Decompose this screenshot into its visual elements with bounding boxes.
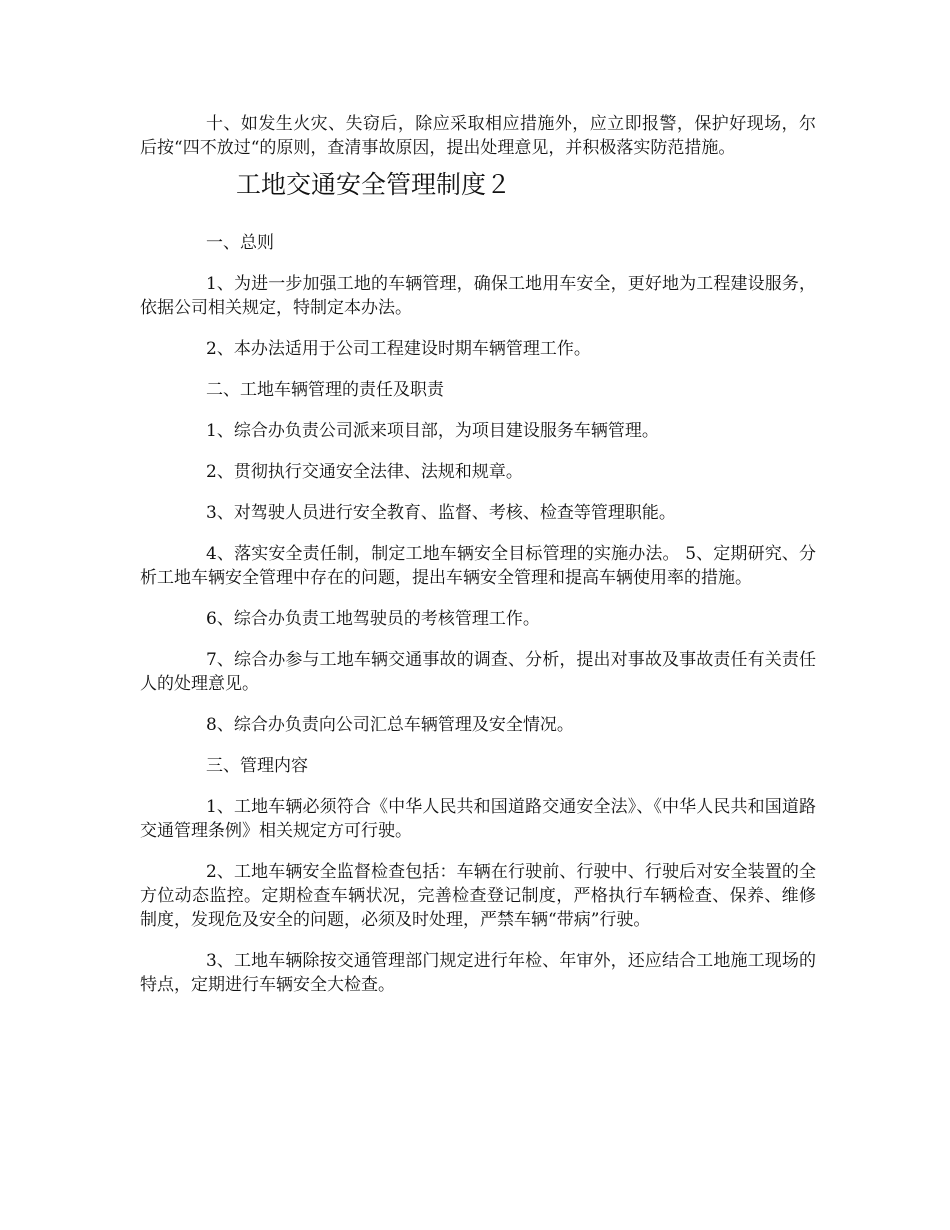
paragraph: 3、工地车辆除按交通管理部门规定进行年检、年审外，还应结合工地施工现场的特点，定期进行车辆安全大检查。 [140, 951, 816, 995]
document-page [140, 112, 816, 1014]
intro-paragraph: 十、如发生火灾、失窃后，除应采取相应措施外，应立即报警，保护好现场，尔后按“四不放过“的原则，查清事故原因，提出处理意见，并积极落实防范措施。 [140, 114, 816, 158]
paragraph: 8、综合办负责向公司汇总车辆管理及安全情况。 [206, 715, 574, 735]
paragraph: 1、综合办负责公司派来项目部，为项目建设服务车辆管理。 [206, 421, 659, 441]
section-heading-general: 一、总则 [206, 233, 274, 253]
paragraph: 2、工地车辆安全监督检查包括：车辆在行驶前、行驶中、行驶后对安全装置的全方位动态监控。定期检查车辆状况，完善检查登记制度，严格执行车辆检查、保养、维修制度，发现危及安全的问题，必须及时处理，严禁车辆“带病”行驶。 [140, 862, 816, 930]
paragraph: 3、对驾驶人员进行安全教育、监督、考核、检查等管理职能。 [206, 503, 676, 523]
paragraph: 1、为进一步加强工地的车辆管理，确保工地用车安全，更好地为工程建设服务，依据公司相关规定，特制定本办法。 [140, 274, 816, 318]
document-title: 工地交通安全管理制度２ [236, 170, 512, 199]
paragraph: 2、贯彻执行交通安全法律、法规和规章。 [206, 462, 523, 482]
paragraph: 4、落实安全责任制，制定工地车辆安全目标管理的实施办法。 5、定期研究、分析工地车辆安全管理中存在的问题，提出车辆安全管理和提高车辆使用率的措施。 [140, 544, 816, 588]
section-heading-management: 三、管理内容 [206, 756, 308, 776]
paragraph: 2、本办法适用于公司工程建设时期车辆管理工作。 [206, 339, 591, 359]
section-heading-responsibilities: 二、工地车辆管理的责任及职责 [206, 380, 444, 400]
paragraph: 7、综合办参与工地车辆交通事故的调查、分析，提出对事故及事故责任有关责任人的处理意见。 [140, 650, 816, 694]
paragraph: 6、综合办负责工地驾驶员的考核管理工作。 [206, 609, 540, 629]
paragraph: 1、工地车辆必须符合《中华人民共和国道路交通安全法》、《中华人民共和国道路交通管理条例》相关规定方可行驶。 [140, 797, 816, 841]
